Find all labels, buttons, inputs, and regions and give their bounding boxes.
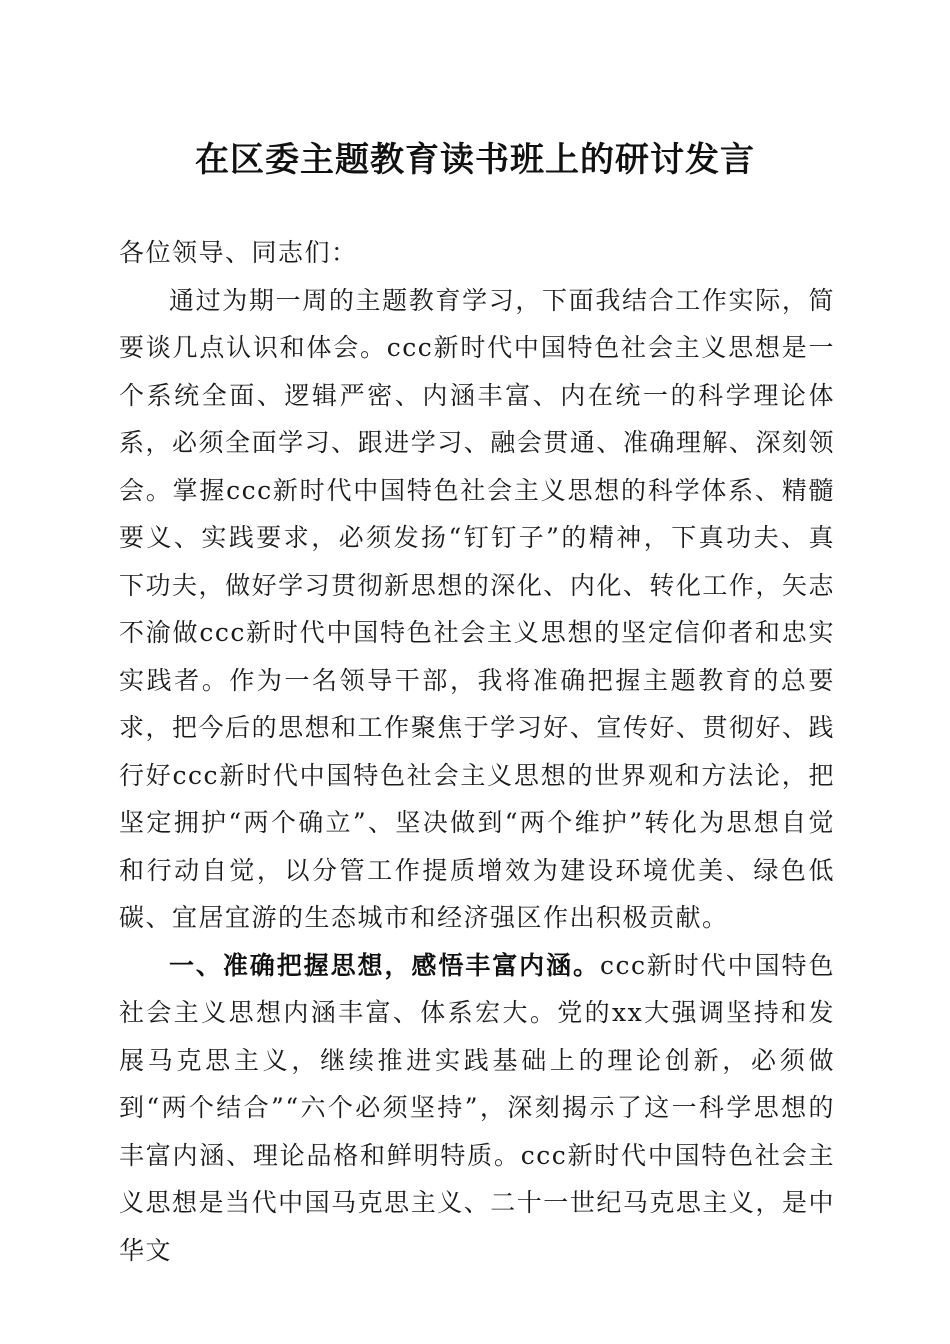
salutation: 各位领导、同志们： — [119, 238, 358, 267]
document-body — [119, 229, 835, 1274]
section-1-text: ccc新时代中国特色社会主义思想内涵丰富、体系宏大。党的xx大强调坚持和发展马克思主义，继续推进实践基础上的理论创新，必须做到“两个结合”“六个必须坚持”，深刻揭示了这一科学思想的丰富内涵、理论品格和鲜明特质。ccc新时代中国特色社会主义思想是当代中国马克思主义、二十一世纪马克思主义，是中华文 — [119, 950, 835, 1265]
paragraph-section-1 — [119, 942, 835, 1275]
section-1-heading: 一、准确把握思想，感悟丰富内涵。 — [169, 950, 600, 980]
document-title: 在区委主题教育读书班上的研讨发言 — [195, 140, 755, 180]
paragraph-intro: 通过为期一周的主题教育学习，下面我结合工作实际，简要谈几点认识和体会。ccc新时代中国特色社会主义思想是一个系统全面、逻辑严密、内涵丰富、内在统一的科学理论体系，必须全面学习、跟进学习、融会贯通、准确理解、深刻领会。掌握ccc新时代中国特色社会主义思想的科学体系、精髓要义、实践要求，必须发扬“钉钉子”的精神，下真功夫、真下功夫，做好学习贯彻新思想的深化、内化、转化工作，矢志不渝做ccc新时代中国特色社会主义思想的坚定信仰者和忠实实践者。作为一名领导干部，我将准确把握主题教育的总要求，把今后的思想和工作聚焦于学习好、宣传好、贯彻好、践行好ccc新时代中国特色社会主义思想的世界观和方法论，把坚定拥护“两个确立”、坚决做到“两个维护”转化为思想自觉和行动自觉，以分管工作提质增效为建设环境优美、绿色低碳、宜居宜游的生态城市和经济强区作出积极贡献。 — [119, 285, 835, 932]
